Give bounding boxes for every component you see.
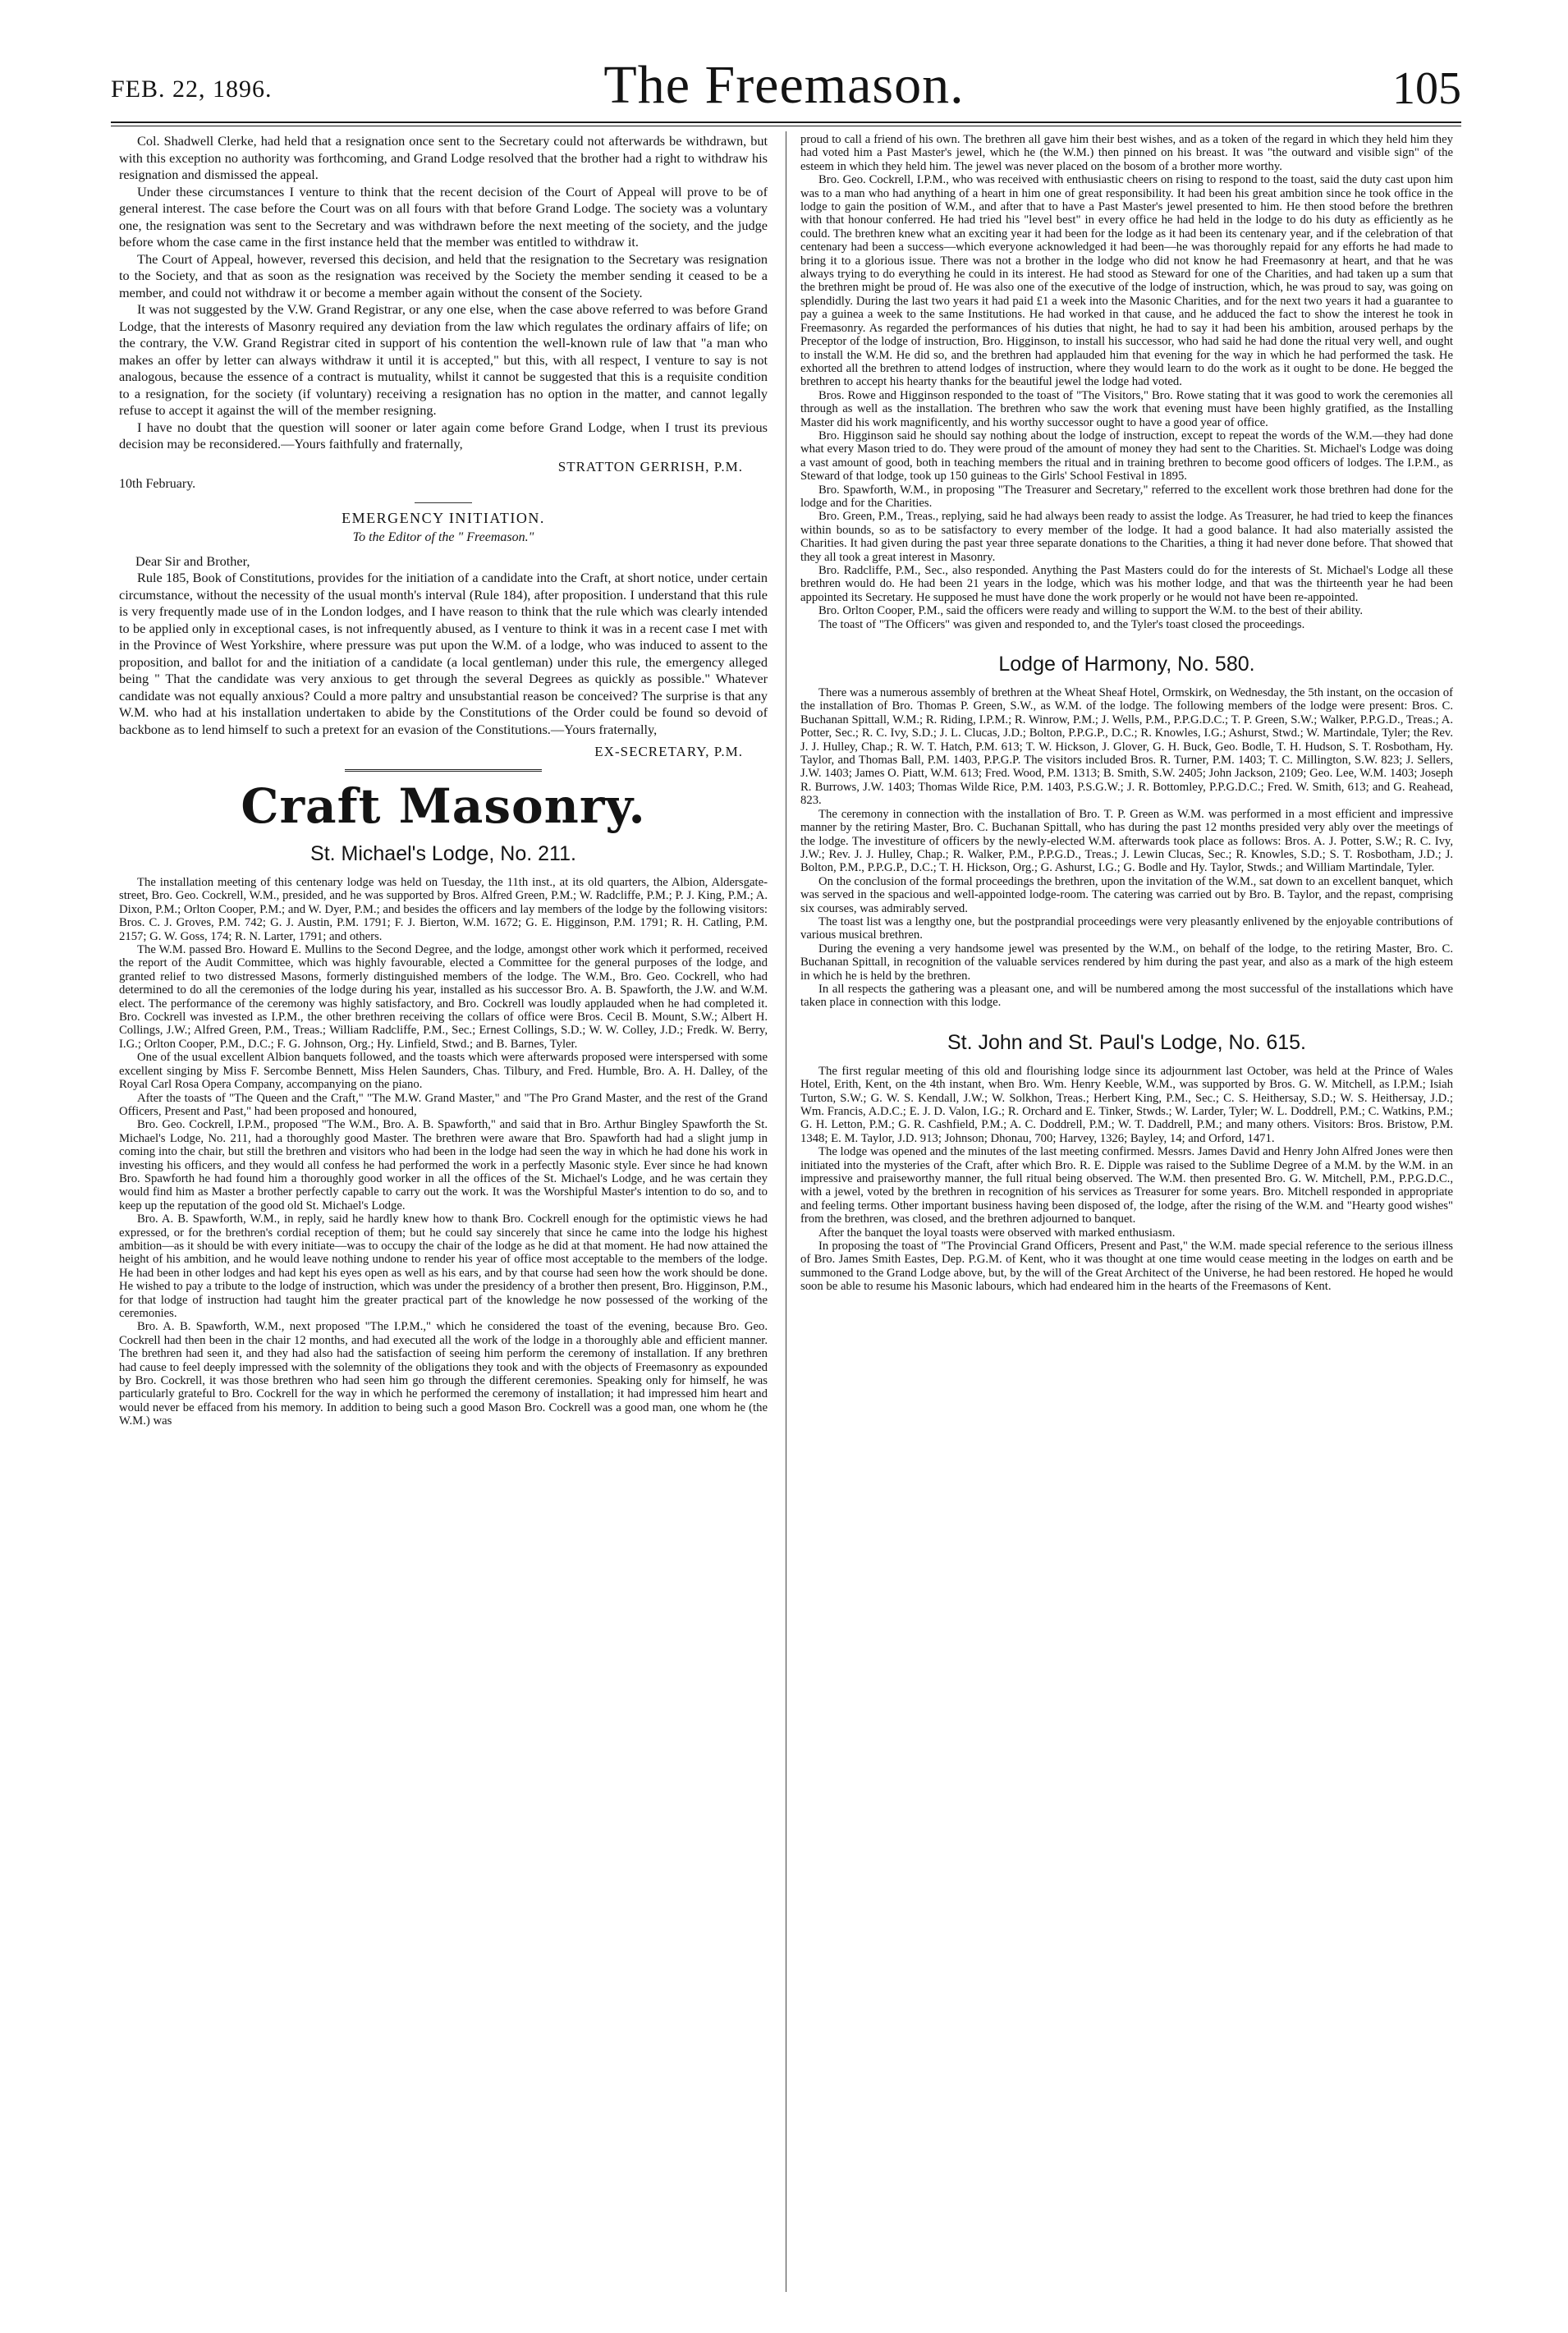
page-number: 105 (1392, 63, 1461, 114)
report-paragraph: The toast list was a lengthy one, but the postprandial proceedings were very pleasantly enlivened by the enjoyable contributions of various musical brethren. (800, 914, 1453, 942)
lodge-heading-st-michaels: St. Michael's Lodge, No. 211. (310, 842, 576, 865)
lodge-heading-st-john-st-paul: St. John and St. Paul's Lodge, No. 615. (947, 1030, 1306, 1054)
report-paragraph: After the toasts of "The Queen and the Craft," "The M.W. Grand Master," and "The Pro Grand Master, and the rest of the Grand Officers, Present and Past," had been proposed and honoured, (119, 1091, 768, 1118)
report-paragraph: Bro. Radcliffe, P.M., Sec., also responded. Anything the Past Masters could do for the interests of St. Michael's Lodge all these brethren would do. He had been 21 years in the lodge, which was his mother lodge, and that was the thirteenth year he had been appointed its Secretary. He supposed he must have done the work properly or he would not have been re-appointed. (800, 564, 1453, 604)
header-rule (111, 121, 1461, 123)
report-paragraph: Bro. Geo. Cockrell, I.P.M., proposed "The W.M., Bro. A. B. Spawforth," and said that in Bro. Arthur Bingley Spawforth the St. Michael's Lodge, No. 211, had a thoroughly good Master. The brethren were aware that Bro. Spawforth had had a slight jump in coming into the chair, but still the brethren and visitors who had been in the lodge had seen the way in which he had done his work in investing his officers, and they would all confess he had performed the work in a perfectly Masonic style. Ever since he had known Bro. Spawforth he had found him a thoroughly good worker in all the offices of the St. Michael's Lodge, and he was certain they would find him as Master a brother perfectly capable to carry out the work. It was the Worshipful Master's intention to do so, and to keep up the reputation of the good old St. Michael's Lodge. (119, 1118, 768, 1212)
letter2-paragraph: Rule 185, Book of Constitutions, provides for the initiation of a candidate into the Craft, at short notice, under certain circumstance, without the necessity of the usual month's interval (Rule 184), after proposition. I understand that this rule is very frequently made use of in the London lodges, and I have reason to think that the rule which was clearly intended to be applied only in exceptional cases, is not infrequently abused, as I venture to think it was in a recent case I met with in the Province of West Yorkshire, where pressure was put upon the W.M. of a lodge, who was induced to assent to the proposition, and ballot for and the initiation of a candidate (a local gentleman) under this rule, the emergency alleged being " That the candidate was very anxious to get through the several Degrees as quickly as possible." Whatever candidate was not equally anxious? Could a more paltry and unsubstantial reason be conceived? The surprise is that any W.M. who had at his installation undertaken to abide by the Constitutions of the Order could be found so devoid of backbone as to lend himself to such a pretext for an evasion of the Constitutions.—Yours fraternally, (119, 570, 768, 737)
report-paragraph: During the evening a very handsome jewel was presented by the W.M., on behalf of the lodge, to the retiring Master, Bro. C. Buchanan Spittall, in recognition of the valuable services rendered by him during the past year, and also as a mark of the high esteem in which he is held by the brethren. (800, 942, 1453, 983)
report-paragraph: The W.M. passed Bro. Howard E. Mullins to the Second Degree, and the lodge, amongst other work which it performed, received the report of the Audit Committee, which was highly favourable, elected a Committee for the general purposes of the lodge, and granted relief to two distressed Masons, formerly distinguished members of the lodge. The W.M., Bro. Geo. Cockrell, who had determined to do all the ceremonies of the lodge during his year, installed as his successor Bro. A. B. Spawforth, the J.W. and W.M. elect. The performance of the ceremony was highly satisfactory, and Bro. Cockrell was loudly applauded when he had completed it. Bro. Cockrell was invested as I.P.M., the other brethren receiving the collars of office were Bros. Cecil B. Mount, S.W.; Albert H. Collings, J.W.; Alfred Green, P.M., Treas.; William Radcliffe, P.M., Sec.; Ernest Collings, S.D.; W. W. Colley, J.D.; Fredk. W. Berry, I.G.; Orlton Cooper, P.M., D.C.; F. G. Johnson, Org.; Hy. Linfield, Stwd.; and B. Barnes, Tyler. (119, 943, 768, 1051)
letter2-salutation: Dear Sir and Brother, (135, 552, 250, 569)
report-paragraph: The lodge was opened and the minutes of the last meeting confirmed. Messrs. James David and Henry John Alfred Jones were then initiated into the mysteries of the Craft, after which Bro. R. E. Dipple was raised to the Sublime Degree of a M.M. by the W.M. in an impressive and praiseworthy manner, the full ritual being observed. The W.M. then presented Bro. G. W. Mitchell, P.M., P.P.G.D.C., with a jewel, voted by the brethren in recognition of his services as Treasurer for some years. Bro. Mitchell responded in appropriate and feeling terms. Other important business having been disposed of, the lodge, after the rising of the W.M. and "Hearty good wishes" from the brethren, was closed, and the brethren adjourned to banquet. (800, 1145, 1453, 1226)
report-paragraph: Bro. Orlton Cooper, P.M., said the officers were ready and willing to support the W.M. to the best of their ability. (818, 604, 1364, 618)
report-paragraph: Bro. Geo. Cockrell, I.P.M., who was received with enthusiastic cheers on rising to respond to the toast, said the duty cast upon him was to a man who had anything of a heart in him one of great responsibility. It had been his great ambition since he took office in the lodge to gain the position of W.M., and after that to have a Past Master's jewel presented to him. He then stood before the brethren with that honour conferred. He had tried his "level best" in every office he had held in the lodge to do his duty as efficiently as he could. The brethren knew what an exciting year it had been for the lodge as it had been its centenary year, and if the celebration of that centenary had been a success—which everyone acknowledged it had been—he was thoroughly repaid for any efforts he had made to bring it to a glorious issue. There was not a brother in the lodge who did not know he had Freemasonry at heart, and that he was always trying to do everything he could in its interest. He had stood as Steward for one of the Charities, and had taken up a sum that the brethren might be proud of. He was also one of the executive of the lodge of instruction, which, he was proud to say, was going on splendidly. During the last two years it had paid £1 a week into the Masonic Charities, and for the next two years it had a guarantee to pay a guinea a week to the same Institutions. He had worked in that cause, and he adduced the fact to show the interest he took in Freemasonry. As regarded the performances of his duties that night, he had to say it had been his ambition, aroused perhaps by the Preceptor of the lodge of instruction, Bro. Higginson, to install his successor, who had said he had done the ritual very well, and ought to install the W.M. He did so, and the brethren had applauded him that evening for the way in which he had performed the task. He exhorted all the brethren to attend lodges of instruction, where they would learn to do the work as it ought to be done. He begged the brethren to accept his hearty thanks for the beautiful jewel the lodge had voted. (800, 173, 1453, 389)
lodge-heading-harmony: Lodge of Harmony, No. 580. (998, 653, 1255, 676)
section-rule (345, 769, 542, 772)
report-paragraph: The installation meeting of this centenary lodge was held on Tuesday, the 11th inst., at its old quarters, the Albion, Aldersgate-street, Bro. Geo. Cockrell, W.M., presided, and he was supported by Bros. Alfred Green, P.M.; W. Radcliffe, P.M.; P. J. King, P.M.; A. Dixon, P.M.; Orlton Cooper, P.M.; and W. Dyer, P.M.; and besides the officers and lay members of the lodge by the following visitors: Bros. C. J. Groves, P.M. 742; G. J. Austin, P.M. 1791; F. J. Bierton, W.M. 1672; G. E. Higginson, P.M. 1791; R. H. Catling, P.M. 2157; G. W. Goss, 174; R. N. Larter, 1791; and others. (119, 876, 768, 943)
right-column (800, 133, 1453, 2300)
report-paragraph: On the conclusion of the formal proceedings the brethren, upon the invitation of the W.M., sat down to an excellent banquet, which was served in the spacious and well-appointed lodge-room. The catering was carried out by Bro. B. Taylor, and the repast, comprising six courses, was admirably served. (800, 874, 1453, 915)
letter2-subheading: To the Editor of the " Freemason." (352, 529, 534, 544)
report-paragraph: Bros. Rowe and Higginson responded to the toast of "The Visitors," Bro. Rowe stating that it was good to work the ceremonies all through as well as the installation. The brethren who saw the work that evening must have been highly gratified, as the Installing Master did his work magnificently, and his worthy successor ought to have a good year of office. (800, 388, 1453, 429)
letter2-signature: EX-SECRETARY, P.M. (594, 744, 743, 759)
masthead-title: The Freemason. (603, 55, 965, 115)
issue-date: FEB. 22, 1896. (111, 76, 273, 103)
report-paragraph: One of the usual excellent Albion banquets followed, and the toasts which were afterwards proposed were interspersed with some excellent singing by Miss F. Sercombe Bennett, Miss Helen Saunders, Chas. Tilbury, and Fred. Humble, Bro. A. H. Dalley, of the Royal Carl Rosa Opera Company, accompanying on the piano. (119, 1051, 768, 1092)
separator-rule (415, 502, 472, 503)
report-paragraph: Bro. Spawforth, W.M., in proposing "The Treasurer and Secretary," referred to the excellent work those brethren had done for the lodge and for the Charities. (800, 483, 1453, 510)
report-paragraph: Bro. A. B. Spawforth, W.M., in reply, said he hardly knew how to thank Bro. Cockrell enough for the optimistic views he had expressed, or for the brethren's cordial reception of them; but he could say sincerely that since he came into the lodge his highest ambition—as it should be with every initiate—was to occupy the chair of the lodge as he did at that moment. He had now attained the height of his ambition, and he would leave nothing undone to render his year of office most acceptable to the members of the lodge. He had been in other lodges and had kept his eyes open as well as his ears, and by that course had seen how the work should be done. He wished to pay a tribute to the lodge of instruction, which was under the presidency of a brother then present, Bro. Higginson, P.M., for that lodge of instruction had taught him the greater practical part of the knowledge he now possessed of the working of the ceremonies. (119, 1212, 768, 1320)
report-paragraph: proud to call a friend of his own. The brethren all gave him their best wishes, and as a token of the regard in which they held him they had voted him a Past Master's jewel, which he (the W.M.) then pinned on his breast. It was "the outward and visible sign" of the esteem in which they held him. The jewel was never placed on the bosom of a brother more worthy. (800, 133, 1453, 173)
report-paragraph: In all respects the gathering was a pleasant one, and will be numbered among the most successful of the installations which have taken place in connection with this lodge. (800, 982, 1453, 1010)
report-paragraph: The first regular meeting of this old and flourishing lodge since its adjournment last October, was held at the Prince of Wales Hotel, Erith, Kent, on the 4th instant, when Bro. Wm. Henry Keeble, W.M., was supported by Bros. G. W. Mitchell, as I.P.M.; Isiah Turton, S.W.; G. W. S. Kendall, J.W.; W. Solkhon, Treas.; Herbert King, P.M., Sec.; C. S. Heithersay, S.D.; W. S. Heithersay, J.D.; Wm. Francis, A.D.C.; E. J. D. Valon, I.G.; R. Orchard and E. Tinker, Stwds.; W. Larder, Tyler; W. L. Doddrell, P.M.; C. Watkins, P.M.; G. H. Letton, P.M.; G. R. Cashfield, P.M.; A. C. Doddrell, P.M.; W. T. Daddrell, P.M.; and many others. Visitors: Bros. Bristow, P.M. 1348; E. M. Taylor, J.D. 913; Johnson; Dhonau, 700; Harvey, 1326; Bayley, 14; and Orford, 1471. (800, 1064, 1453, 1145)
report-paragraph: The ceremony in connection with the installation of Bro. T. P. Green as W.M. was performed in a most efficient and impressive manner by the retiring Master, Bro. C. Buchanan Spittall, who has during the past 12 months presided very ably over the meetings of the lodge. The investiture of officers by the newly-elected W.M. afterwards took place as follows: Bros. A. J. Potter, S.W.; R. C. Ivy, J.W.; Rev. J. J. Hulley, Chap.; R. Walker, P.M., P.P.G.D., Treas.; J. Lewin Clucas, Sec.; R. Knowles, S.D.; S. T. Rosbotham, J.D.; J. Bolton, P.M., P.P.G.P., D.C.; T. H. Hickson, Org.; G. Ashurst, I.G.; G. Bodle and Hy. Taylor, Stwds.; and William Martindale, Tyler. (800, 807, 1453, 875)
letter1-paragraph: Col. Shadwell Clerke, had held that a resignation once sent to the Secretary could not afterwards be withdrawn, but with this exception no authority was forthcoming, and Grand Lodge resolved that the brother had a right to withdraw his resignation and dismissed the appeal. (119, 133, 768, 182)
report-paragraph: Bro. Green, P.M., Treas., replying, said he had always been ready to assist the lodge. As Treasurer, he had tried to keep the finances within bounds, so as to be satisfactory to every member of the lodge. It had a good balance. It had also materially assisted the Charities. It had given during the past year three separate donations to the Charities, a thing it had never done before. That showed that they all took a great interest in Masonry. (800, 510, 1453, 564)
report-paragraph: There was a numerous assembly of brethren at the Wheat Sheaf Hotel, Ormskirk, on Wednesday, the 5th instant, on the occasion of the installation of Bro. Thomas P. Green, S.W., as W.M. of the lodge. The following members of the lodge were present: Bros. C. Buchanan Spittall, W.M.; R. Riding, I.P.M.; R. Winrow, P.M.; J. Wells, P.M., P.P.G.D.C.; T. P. Green, S.W.; Walker, P.P.G.D., Treas.; A. Potter, Sec.; R. C. Ivy, S.D.; J. L. Clucas, J.D.; Bolton, P.P.G.P., D.C.; R. Knowles, I.G.; Ashurst, Stwd.; W. Martindale, Tyler; the Rev. J. J. Hulley, Chap.; R. W. T. Hatch, P.M. 613; T. W. Hickson, J. Glover, G. H. Buck, Geo. Bodle, T. H. Hudson, S. T. Rosbotham, Hy. Taylor, and Thomas Ball, P.M. 1403, P.P.G.P. The visitors included Bros. R. Turner, P.M. 1403; T. C. Millington, S.W. 823; J. Sellers, J.W. 1403; James O. Piatt, W.M. 613; Fred. Wood, P.M. 1313; B. Smith, S.W. 2405; John Jackson, 2109; Geo. Lee, W.M. 1403; Joseph R. Burrows, J.W. 1403; Thomas Wilde Rice, P.M. 1403, P.S.G.W.; J. R. Bottomley, P.P.G.D.C.; Fred. W. Smith, 613; and G. Reahead, 823. (800, 686, 1453, 808)
section-title: Craft Masonry. (241, 778, 646, 834)
report-paragraph: Bro. Higginson said he should say nothing about the lodge of instruction, except to repeat the words of the W.M.—they had done what every Mason tried to do. They were proud of the amount of money they had sent to the Charities. St. Michael's Lodge was doing a vast amount of good, both in teaching members the ritual and in training brethren to become good officers of lodges. The I.P.M., as Steward of that lodge, took up 150 guineas to the Girls' School Festival in 1895. (800, 429, 1453, 484)
letter1-signature: STRATTON GERRISH, P.M. (557, 458, 743, 474)
letter1-paragraph: It was not suggested by the V.W. Grand Registrar, or any one else, when the case above referred to was before Grand Lodge, that the interests of Masonry required any deviation from the law which regulates the ordinary affairs of life; on the contrary, the V.W. Grand Registrar cited in support of his contention the well-known rule of law that "a man who makes an offer by letter can always withdraw it until it is accepted," but this, with all respect, I venture to say is not analogous, because the essence of a contract is mutuality, whilst it cannot be suggested that this is a requisite condition to a resignation, for the society (if voluntary) receiving a resignation has no option in the matter, and cannot legally refuse to accept it against the will of the member resigning. (119, 301, 768, 418)
report-paragraph: The toast of "The Officers" was given and responded to, and the Tyler's toast closed the proceedings. (818, 617, 1305, 631)
report-paragraph: After the banquet the loyal toasts were observed with marked enthusiasm. (818, 1226, 1176, 1240)
letter1-dateline: 10th February. (119, 476, 196, 491)
report-paragraph: Bro. A. B. Spawforth, W.M., next proposed "The I.P.M.," which he considered the toast of the evening, because Bro. Geo. Cockrell had then been in the chair 12 months, and had executed all the work of the lodge in a thoroughly able and efficient manner. The brethren had seen it, and they had also had the satisfaction of seeing him perform the ceremony of installation. If any brethren had cause to feel deeply impressed with the solemnity of the obligations they took and with the objects of Freemasonry as expounded by Bro. Cockrell, it was those brethren who had seen him go through the different ceremonies. Speaking only for himself, he was particularly grateful to Bro. Cockrell for the way in which he performed the ceremony of installation; it had impressed him heart and would never be effaced from his memory. In addition to being such a good Mason Bro. Cockrell was a good man, one whom he (the W.M.) was (119, 1320, 768, 1428)
report-paragraph: In proposing the toast of "The Provincial Grand Officers, Present and Past," the W.M. made special reference to the serious illness of Bro. James Smith Eastes, Dep. P.G.M. of Kent, who it was thought at one time would cease meeting in the lodges on earth and be summoned to the Grand Lodge above, but, by the will of the Great Architect of the Universe, he had been restored. He hoped he would soon be able to resume his Masonic labours, which had endeared him in the hearts of the Freemasons of Kent. (800, 1240, 1453, 1294)
letter1-paragraph: Under these circumstances I venture to think that the recent decision of the Court of Appeal will prove to be of general interest. The case before the Court was on all fours with that before Grand Lodge. The society was a voluntary one, the resignation was sent to the Secretary and was withdrawn before the next meeting of the society, and the judge before whom the case came in the first instance held that the member was entitled to withdraw it. (119, 183, 768, 250)
left-column (119, 133, 768, 2300)
letter1-paragraph: I have no doubt that the question will sooner or later again come before Grand Lodge, when I trust its previous decision may be reconsidered.—Yours faithfully and fraternally, (119, 419, 768, 451)
letter1-paragraph: The Court of Appeal, however, reversed this decision, and held that the resignation to the Secretary was resignation to the Society, and that as soon as the resignation was received by the Society the member sending it ceased to be a member, and could not withdraw it or become a member again without the consent of the Society. (119, 250, 768, 300)
letter2-heading: EMERGENCY INITIATION. (342, 509, 545, 526)
